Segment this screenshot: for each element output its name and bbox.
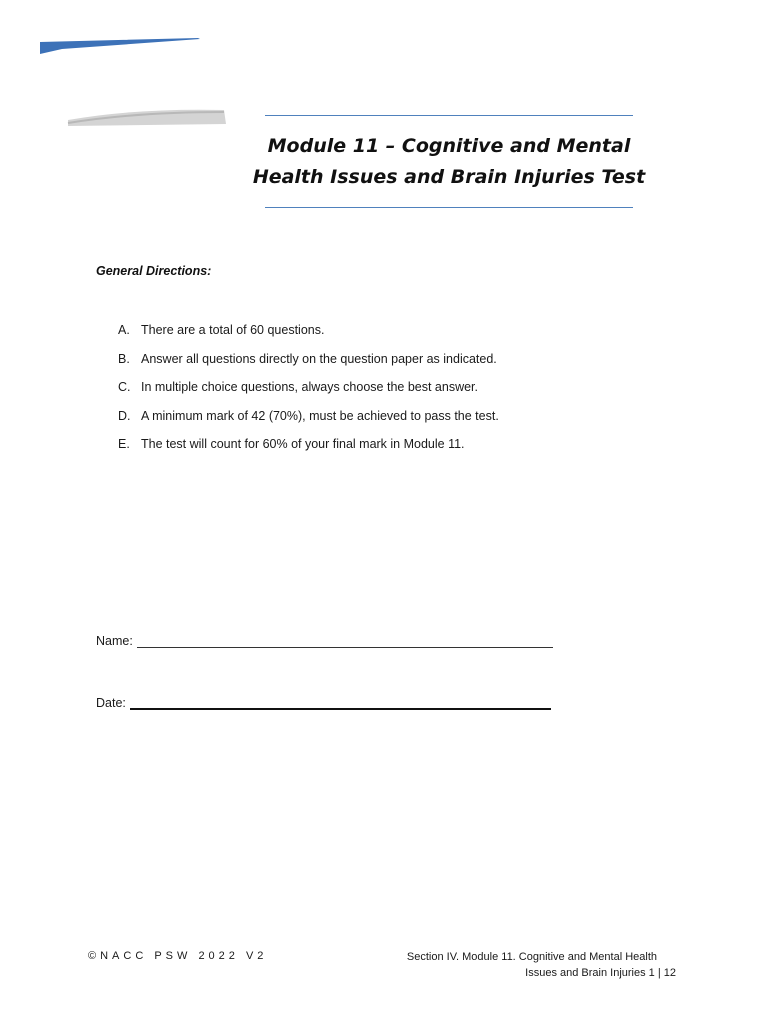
footer-copyright: ©NACC PSW 2022 V2 [88, 950, 268, 962]
list-item-text: Answer all questions directly on the question paper as indicated. [141, 351, 497, 366]
list-marker: D. [118, 408, 131, 423]
list-marker: C. [118, 380, 131, 395]
name-field[interactable] [137, 633, 553, 648]
date-label: Date: [96, 696, 126, 710]
header-blue-swoosh [40, 38, 200, 56]
general-directions-heading: General Directions: [96, 264, 212, 278]
list-item [118, 434, 499, 463]
footer-section-line-2: Issues and Brain Injuries 1 | 12 [525, 967, 676, 979]
list-item [118, 406, 499, 435]
list-item-text: A minimum mark of 42 (70%), must be achieved to pass the test. [141, 408, 499, 423]
title-line-2: Health Issues and Brain Injuries Test [252, 165, 646, 188]
header-gray-swoosh [66, 108, 228, 130]
list-item-text: There are a total of 60 questions. [141, 323, 325, 337]
list-marker: A. [118, 323, 130, 337]
date-field[interactable] [130, 694, 551, 710]
title-line-1: Module 11 – Cognitive and Mental [267, 134, 631, 157]
list-item [118, 320, 499, 349]
date-field-row [96, 694, 551, 710]
document-title [252, 115, 646, 208]
name-field-row [96, 633, 553, 648]
list-marker: E. [118, 437, 130, 452]
footer-section-info [407, 949, 676, 981]
directions-list [118, 320, 499, 463]
name-label: Name: [96, 634, 133, 648]
footer-section-line-1: Section IV. Module 11. Cognitive and Mental Health [406, 951, 657, 963]
list-item-text: In multiple choice questions, always choose the best answer. [141, 380, 478, 395]
list-marker: B. [118, 351, 130, 366]
list-item [118, 349, 499, 378]
list-item [118, 377, 499, 406]
list-item-text: The test will count for 60% of your final mark in Module 11. [141, 437, 465, 452]
